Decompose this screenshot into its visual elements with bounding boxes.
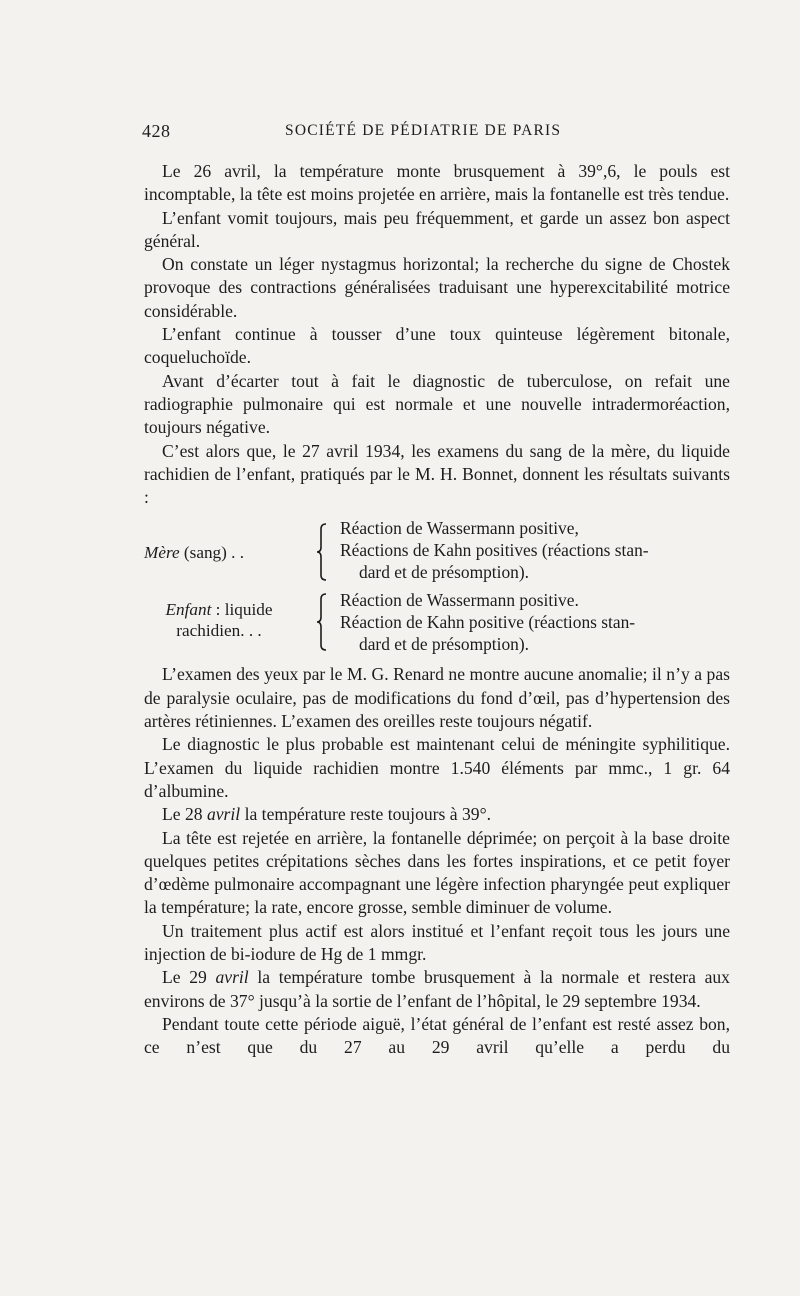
paragraph-29-avril [144, 966, 730, 1013]
result-enfant-label-italic: Enfant [165, 600, 212, 620]
paragraph-vomit: L’enfant vomit toujours, mais peu fréquemment, et garde un assez bon aspect général. [144, 207, 730, 251]
result-enfant-line-3: dard et de présomption). [359, 634, 529, 655]
para-29-after: la température tombe brusquement à la normale et restera aux environs de 37° jusqu’à la sortie de l’enfant de l’hôpital, le 29 septembre 1934. [144, 967, 730, 1011]
result-mere-lines [340, 517, 730, 583]
result-enfant-line-1: Réaction de Wassermann positive. [340, 590, 579, 611]
paragraph-toux: L’enfant continue à tousser d’une toux quinteuse légèrement bitonale, coqueluchoïde. [144, 324, 730, 368]
result-enfant-label [144, 599, 294, 641]
result-mere-label-italic: Mère [144, 543, 180, 563]
result-enfant-lines [340, 589, 730, 655]
result-mere [144, 517, 730, 589]
result-mere-label-rest: (sang) . . [179, 543, 245, 563]
para-29-italic: avril [215, 967, 249, 988]
paragraph-examens: C’est alors que, le 27 avril 1934, les examens du sang de la mère, du liquide rachidien de l’enfant, pratiqués par le M. H. Bonnet, donnent les résultats suivants : [144, 440, 730, 508]
running-title: SOCIÉTÉ DE PÉDIATRIE DE PARIS [285, 122, 562, 139]
result-mere-line-3: dard et de présomption). [359, 562, 529, 583]
result-mere-line-1: Réaction de Wassermann positive, [340, 518, 579, 539]
paragraph-nystagmus: On constate un léger nystagmus horizontal; la recherche du signe de Chostek provoque des contractions généralisées traduisant une hyperexcitabilité motrice considérable. [144, 254, 730, 321]
body-text [144, 160, 730, 1060]
result-mere-label [144, 542, 244, 563]
results-block [144, 517, 730, 655]
result-enfant-line-2: Réaction de Kahn positive (réactions stan- [340, 612, 636, 633]
para-29-before: Le 29 [162, 967, 216, 988]
brace-enfant [316, 593, 328, 651]
paragraph-26-avril: Le 26 avril, la température monte brusquement à 39°,6, le pouls est incomptable, la tête est moins projetée en arrière, mais la fontanelle est très tendue. [144, 161, 730, 205]
paragraph-diagnostic: Le diagnostic le plus probable est maintenant celui de méningite syphilitique. L’examen du liquide rachidien montre 1.540 éléments par mmc., 1 gr. 64 d’albumine. [144, 734, 730, 801]
paragraph-tete: La tête est rejetée en arrière, la fontanelle déprimée; on perçoit à la base droite quelques petites crépitations sèches dans les fortes inspirations, et ce petit foyer d’œdème pulmonaire accompagnant une légère infection pharyngée peut expliquer la température; la rate, encore grosse, semble diminuer de volume. [144, 827, 730, 918]
paragraph-periode: Pendant toute cette période aiguë, l’état général de l’enfant est resté assez bon, ce n’est que du 27 au 29 avril qu’elle a perdu du [144, 1013, 730, 1058]
page-header [142, 121, 732, 145]
para-28-italic: avril [206, 804, 241, 825]
paragraph-traitement: Un traitement plus actif est alors institué et l’enfant reçoit tous les jours une injection de bi-iodure de Hg de 1 mmgr. [144, 920, 730, 965]
result-enfant [144, 589, 730, 653]
paragraph-tuberculose: Avant d’écarter tout à fait le diagnostic de tuberculose, on refait une radiographie pulmonaire qui est normale et une nouvelle intradermoréaction, toujours négative. [144, 370, 730, 438]
result-enfant-label-line2: rachidien. . . [176, 621, 262, 641]
result-enfant-label-rest: : liquide [211, 600, 273, 620]
paragraph-28-avril [144, 803, 730, 826]
page-number: 428 [142, 121, 171, 141]
para-28-before: Le 28 [162, 804, 207, 825]
paragraph-yeux: L’examen des yeux par le M. G. Renard ne montre aucune anomalie; il n’y a pas de paralysie oculaire, pas de modifications du fond d’œil, pas d’hypertension des artères rétiniennes. L’examen des oreilles reste toujours négatif. [144, 664, 730, 732]
para-28-after: la température reste toujours à 39°. [240, 804, 492, 825]
result-mere-line-2: Réactions de Kahn positives (réactions stan- [340, 540, 649, 561]
brace-mere [316, 523, 328, 581]
